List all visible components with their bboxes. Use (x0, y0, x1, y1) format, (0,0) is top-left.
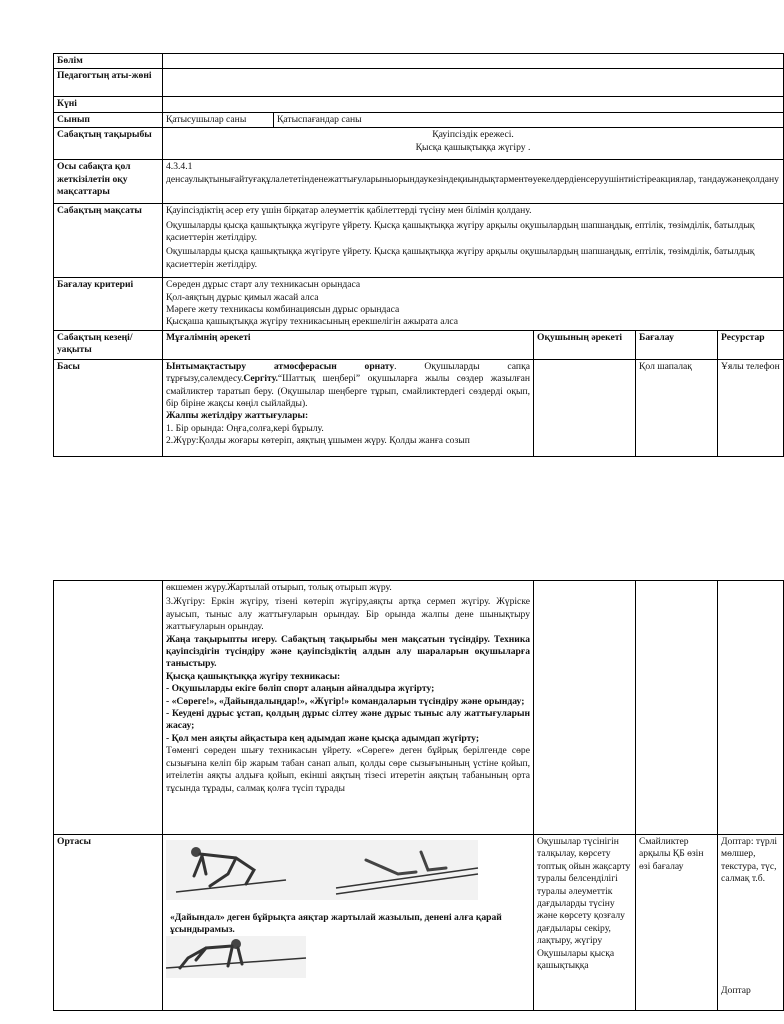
cont-assessment (636, 581, 718, 835)
resources-balls-2: Доптар (721, 985, 751, 996)
header-stage: Сабақтың кезеңі/ уақыты (54, 330, 163, 359)
section-label: Бөлім (54, 54, 163, 69)
header-assessment: Бағалау (636, 330, 718, 359)
header-resources: Ресурстар (718, 330, 784, 359)
lesson-goal-p2: Оқушыларды қысқа қашықтыққа жүгіруге үйрету. Қысқа қашықтыққа жүгіру арқылы оқушылардың шапшаңдық, ептілік, төзімділік, батылдық қасиеттерін жетілдіру. (166, 219, 755, 244)
cont-student-action (534, 581, 636, 835)
cont-item: - Кеудені дұрыс ұстап, қолдың дұрыс сілтеу және дұрыс тыныс алу жаттығуларын жасау; (166, 708, 530, 732)
cont-start-technique: Төменгі сөреден шығу техникасын үйрету. «Сөреге» деген бұйрық берілгенде сөре сызығына келіп бір жарым табан санап алып, қолды сөре сызығынының үстіне қойып, итеілетін аяқты алдыға қойып, екінші аяқтың тізесі итеретін аяқтың табанының орта тұсында тұрады, салмақ қолға түсіп тұрады (166, 745, 530, 794)
lesson-goal-label: Сабақтың мақсаты (54, 204, 163, 278)
cont-line: өкшемен жүру.Жартылай отырып, толық отырып жүру. (166, 582, 392, 593)
start-resources: Ұялы телефон (718, 359, 784, 456)
date-label: Күні (54, 97, 163, 112)
start-teacher-action (163, 359, 534, 456)
sprinter-figure-icon (166, 840, 478, 978)
criteria-item: Мәреге жету техникасы комбинациясын дұрыс орындаса (166, 304, 400, 316)
sprint-start-illustration (166, 840, 502, 978)
cont-teacher-action (163, 581, 534, 835)
header-student-action: Оқушының әрекеті (534, 330, 636, 359)
middle-assessment: Смайликтер арқылы ҚБ өзін өзі бағалау (636, 835, 718, 1011)
lesson-plan-table-bottom (53, 580, 784, 1011)
cont-technique-title: Қысқа қашықтыққа жүгіру техникасы: (166, 670, 341, 682)
cont-item: - Оқушыларды екіге бөліп спорт алаңын айналдыра жүгірту; (166, 683, 435, 695)
absent-count-label: Қатыспағандар саны (277, 113, 362, 125)
criteria-value (163, 278, 784, 331)
criteria-item: Сөреден дұрыс старт алу техникасын орындаса (166, 279, 361, 291)
general-exercises-title: Жалпы жетілдіру жаттығулары: (166, 410, 309, 422)
ready-caption: «Дайындал» деген бұйрықта аяқтар жартылай жазылып, денені алға қарай ұсындырамыз. (170, 912, 502, 936)
middle-teacher-action (163, 835, 534, 1011)
teacher-label: Педагогтың аты-жөні (54, 69, 163, 97)
resources-balls: Доптар: түрлі мөлшер, текстура, түс, салмақ т.б. (721, 836, 778, 885)
header-teacher-action: Мұғалімнің әрекеті (163, 330, 534, 359)
middle-student-action: Оқушылар түсінігін талқылау, көрсету топтық ойын жақсарту туралы белсенділігі туралы әлеуметтік дағдыларды түсіну және көрсету қозғалу дағдылары секіру, лақтыру, жүгіру Оқушылары қысқа қашықтыққа (534, 835, 636, 1011)
cont-stage (54, 581, 163, 835)
stage-middle-label: Ортасы (54, 835, 163, 1011)
intro-text: . Оқушыларды сапқа тұрғызу,сәлемдесу. (166, 360, 530, 385)
cont-running: 3.Жүгіру: Еркін жүгіру, тізені көтеріп жүгіру,аяқты артқа сермеп жүгіру. Жүріске ауысып, тыныс алу жаттығуларын орындау. Бір орында жалпы дене шынықтыру жаттығуларын орындау. (166, 596, 530, 633)
topic-label: Сабақтың тақырыбы (54, 128, 163, 160)
topic-line-1: Қауіпсіздік ережесі. (432, 129, 514, 141)
exercise-step-2: 2.Жүру:Қолды жоғары көтеріп, аяқтың ұшымен жүру. Қолды жанға созып (166, 435, 470, 447)
present-count-label: Қатысушылар саны (163, 113, 274, 127)
teacher-value[interactable] (163, 69, 784, 97)
stage-start-label: Басы (54, 359, 163, 456)
class-label: Сынып (54, 112, 163, 127)
start-student-action (534, 359, 636, 456)
date-value[interactable] (163, 97, 784, 112)
objectives-value (163, 160, 784, 204)
cont-resources (718, 581, 784, 835)
objectives-text: денсаулықтынығайтуғақұлалететінденежаттығуларыныорындаукезіндеқиындықтарментөуекелдердіенсеруушінтиістіреакциялар, тандаужәнеқолдану (166, 173, 779, 185)
lesson-plan-table-top (53, 53, 784, 457)
lesson-goal-p1: Қауіпсіздіктің әсер ету үшін бірқатар әлеуметтік қабілеттерді түсіну мен білімін қолдану. (166, 205, 532, 217)
topic-value (163, 128, 784, 160)
start-assessment: Қол шапалақ (636, 359, 718, 456)
cont-item: - Қол мен аяқты айқастыра кең адымдап және қысқа адымдап жүгірту; (166, 732, 480, 744)
exercise-step-1: 1. Бір орында: Оңға,солға,кері бұрылу. (166, 422, 324, 434)
objectives-code: 4.3.4.1 (166, 161, 193, 173)
section-value[interactable] (163, 54, 784, 69)
exercise-text: “Шаттық шеңбері” оқушыларға жылы сөздер жазылған смайликтер таратып беру. (Оқушылар шеңберге тұрып, смайликтердегі сөздерді оқып, бір біріне жақсы көңіл сыйлайды). (166, 373, 530, 410)
exercise-bold: Сергіту. (243, 373, 278, 385)
class-value (163, 112, 784, 127)
topic-line-2: Қысқа қашықтыққа жүгіру . (415, 141, 531, 153)
middle-resources (718, 835, 784, 1011)
criteria-label: Бағалау критериі (54, 278, 163, 331)
criteria-item: Қол-аяқтың дұрыс қимыл жасай алса (166, 291, 319, 303)
cont-item: - «Сөреге!», «Дайындалыңдар!», «Жүгір!» командаларын түсіндіру және орындау; (166, 695, 525, 707)
criteria-item: Қысқаша қашықтыққа жүгіру техникасының ерекшелігін ажырата алса (166, 316, 459, 328)
cont-new-topic: Жаңа тақырыпты игеру. Сабақтың тақырыбы мен мақсатын түсіндіру. Техника қауіпсіздігін түсіндіру және қауіпсіздіктің алдын алу шараларын оқушыларға таныстыру. (166, 633, 530, 670)
lesson-goal-p3: Оқушыларды қысқа қашықтыққа жүгіруге үйрету. Қысқа қашықтыққа жүгіру арқылы оқушылардың шапшаңдық, ептілік, төзімділік, батылдық қасиеттерін жетілдіру. (166, 246, 755, 270)
objectives-label: Осы сабақта қол жеткізілетін оқу мақсаттары (54, 160, 163, 204)
intro-bold: Ынтымақтастыру атмосферасын орнату (166, 360, 395, 372)
lesson-goal-value (163, 204, 784, 278)
